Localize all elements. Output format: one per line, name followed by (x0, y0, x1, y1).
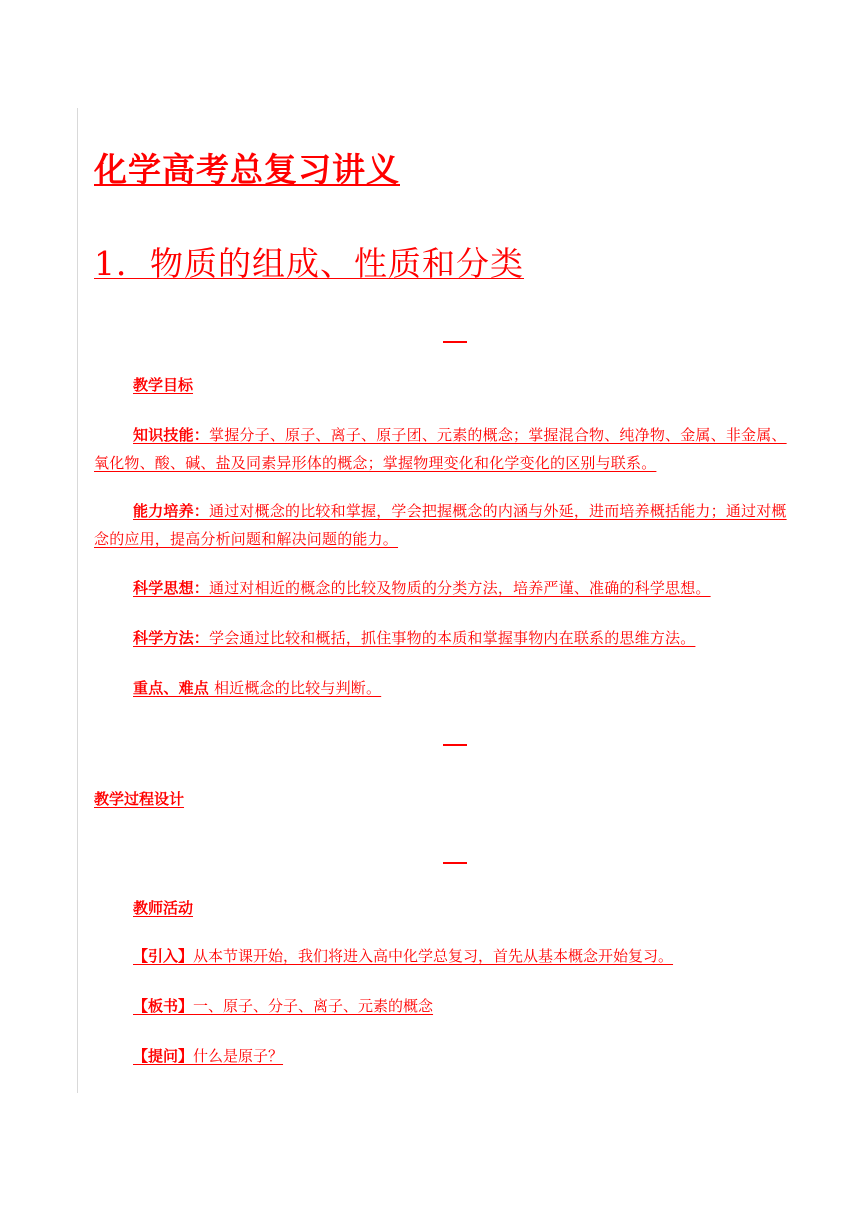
question-label: 【提问】 (133, 1047, 194, 1065)
paragraph-knowledge-skills (94, 421, 794, 477)
section-divider (443, 341, 467, 343)
scientific-method-label: 科学方法： (133, 629, 210, 647)
activity-question (133, 1045, 283, 1066)
knowledge-skills-text: 掌握分子、原子、离子、原子团、元素的概念；掌握混合物、纯净物、金属、非金属、氧化物、酸、碱、盐及同素异形体的概念；掌握物理变化和化学变化的区别与联系。 (94, 426, 787, 472)
scientific-thinking-label: 科学思想： (133, 579, 210, 597)
intro-text: 从本节课开始，我们将进入高中化学总复习，首先从基本概念开始复习。 (193, 947, 674, 965)
section-heading-objectives: 教学目标 (133, 376, 194, 394)
ability-text: 通过对概念的比较和掌握，学会把握概念的内涵与外延，进而培养概括能力；通过对概念的应用，提高分析问题和解决问题的能力。 (94, 502, 787, 548)
paragraph-scientific-method (94, 624, 794, 652)
key-points-text: 相近概念的比较与判断。 (209, 679, 382, 697)
section-divider (443, 744, 467, 746)
section-heading-teacher-activity: 教师活动 (133, 899, 194, 917)
scientific-method-text: 学会通过比较和概括，抓住事物的本质和掌握事物内在联系的思维方法。 (209, 629, 696, 647)
section-divider (443, 862, 467, 864)
board-label: 【板书】 (133, 997, 194, 1015)
knowledge-skills-label: 知识技能： (133, 426, 210, 444)
chapter-title: 1．物质的组成、性质和分类 (94, 244, 524, 283)
page-margin-line (77, 108, 78, 1093)
question-text: 什么是原子？ (193, 1047, 284, 1065)
intro-label: 【引入】 (133, 947, 194, 965)
ability-label: 能力培养： (133, 502, 210, 520)
section-heading-process: 教学过程设计 (94, 790, 185, 808)
key-points-label: 重点、难点 (133, 679, 210, 697)
board-text: 一、原子、分子、离子、元素的概念 (193, 997, 434, 1015)
paragraph-key-points (94, 674, 794, 702)
activity-intro (133, 945, 673, 966)
document-title: 化学高考总复习讲义 (94, 150, 400, 189)
scientific-thinking-text: 通过对相近的概念的比较及物质的分类方法，培养严谨、准确的科学思想。 (209, 579, 711, 597)
activity-board (133, 995, 433, 1016)
paragraph-ability (94, 497, 794, 553)
paragraph-scientific-thinking (94, 574, 794, 602)
